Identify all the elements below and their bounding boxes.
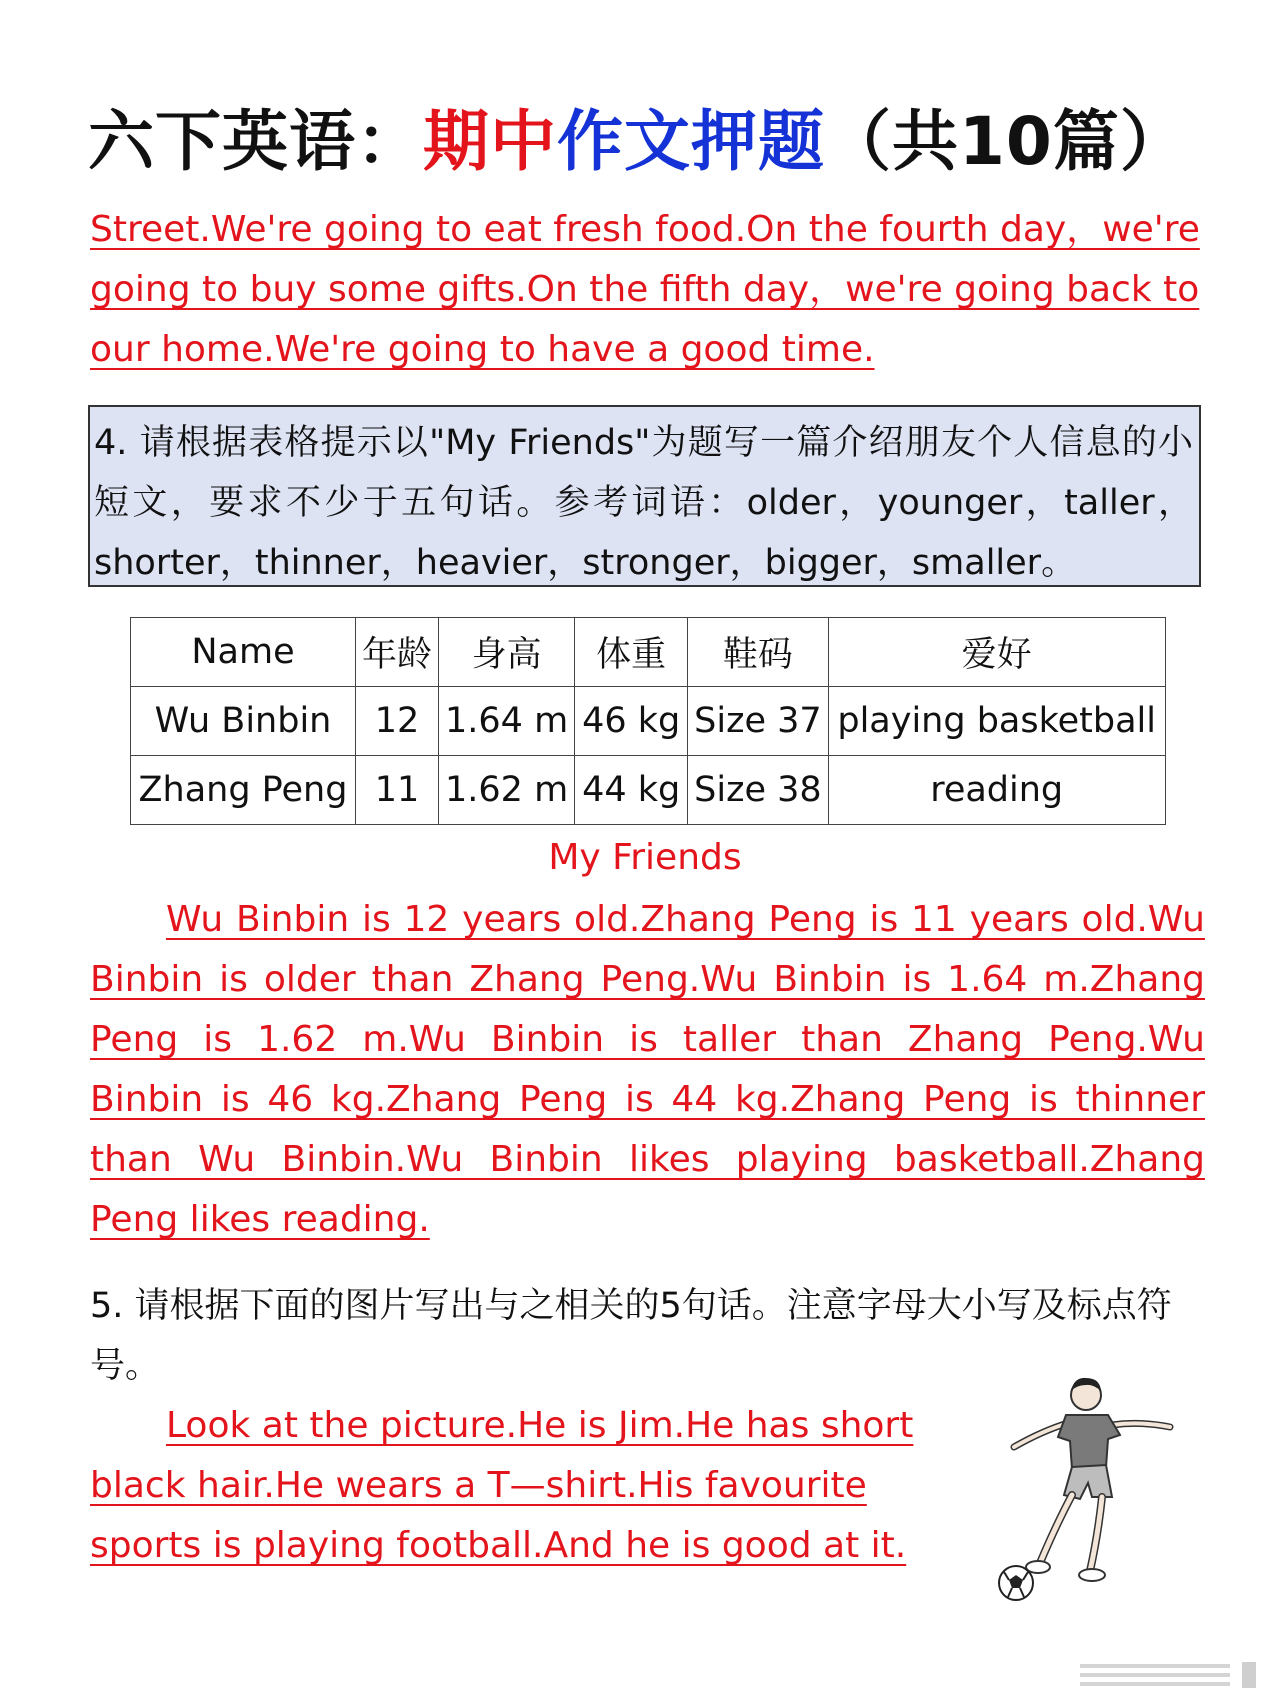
- passage-line: going to buy some gifts.On the fifth day，we're going back to: [90, 269, 1200, 310]
- table-cell: 1.62 m: [439, 756, 575, 825]
- table-header-cell: 身高: [439, 618, 575, 687]
- table-header-cell: 年龄: [356, 618, 439, 687]
- answer-line: Look at the picture.He is Jim.He has short: [166, 1405, 914, 1446]
- table-cell: Size 38: [688, 756, 829, 825]
- passage-line: our home.We're going to have a good time.: [90, 329, 875, 370]
- page-title: [88, 92, 1228, 192]
- boy-kicking-football-icon: [980, 1365, 1190, 1605]
- answer-line: sports is playing football.And he is good at it.: [90, 1525, 907, 1566]
- passage-line: Street.We're going to eat fresh food.On the fourth day，we're: [90, 209, 1200, 250]
- table-header-cell: 爱好: [828, 618, 1165, 687]
- answer-line: black hair.He wears a T—shirt.His favourite: [90, 1465, 867, 1506]
- title-grade-subject: 六下英语：: [88, 103, 423, 180]
- table-cell: Zhang Peng: [131, 756, 356, 825]
- essay-body: [90, 890, 1205, 1250]
- table-row: [131, 756, 1166, 825]
- passage-continuation: [90, 200, 1205, 380]
- table-cell: 44 kg: [575, 756, 688, 825]
- table-header-cell: 鞋码: [688, 618, 829, 687]
- essay-title: My Friends: [548, 837, 742, 878]
- table-cell: 12: [356, 687, 439, 756]
- table-cell: playing basketball: [828, 687, 1165, 756]
- friends-info-table: [130, 617, 1166, 825]
- table-cell: 46 kg: [575, 687, 688, 756]
- table-cell: Wu Binbin: [131, 687, 356, 756]
- title-composition: 作文押题: [557, 103, 825, 180]
- question-5-answer: [90, 1396, 960, 1576]
- table-row: [131, 687, 1166, 756]
- essay-text: Wu Binbin is 12 years old.Zhang Peng is 11 years old.Wu Binbin is older than Zhang Peng.Wu Binbin is 1.64 m.Zhang Peng is 1.62 m.Wu Binbin is taller than Zhang Peng.Wu Binbin is 46 kg.Zhang Peng is 44 kg.Zhang Peng is thinner than Wu Binbin.Wu Binbin likes playing basketball.Zhang Peng likes reading.: [90, 899, 1205, 1240]
- question-4-prompt: 4. 请根据表格提示以"My Friends"为题写一篇介绍朋友个人信息的小短文，要求不少于五句话。参考词语：older，younger，taller，shorter，thinner，heavier，stronger，bigger，smaller。: [88, 405, 1201, 587]
- table-cell: reading: [828, 756, 1165, 825]
- title-count: （共10篇）: [825, 103, 1187, 180]
- table-cell: 11: [356, 756, 439, 825]
- table-cell: 1.64 m: [439, 687, 575, 756]
- watermark-logo-icon: [1060, 1660, 1260, 1690]
- table-header-cell: 体重: [575, 618, 688, 687]
- table-cell: Size 37: [688, 687, 829, 756]
- title-midterm: 期中: [423, 103, 557, 180]
- table-header-cell: Name: [131, 618, 356, 687]
- table-header-row: [131, 618, 1166, 687]
- question-5-prompt: 5. 请根据下面的图片写出与之相关的5句话。注意字母大小写及标点符号。: [90, 1286, 1172, 1386]
